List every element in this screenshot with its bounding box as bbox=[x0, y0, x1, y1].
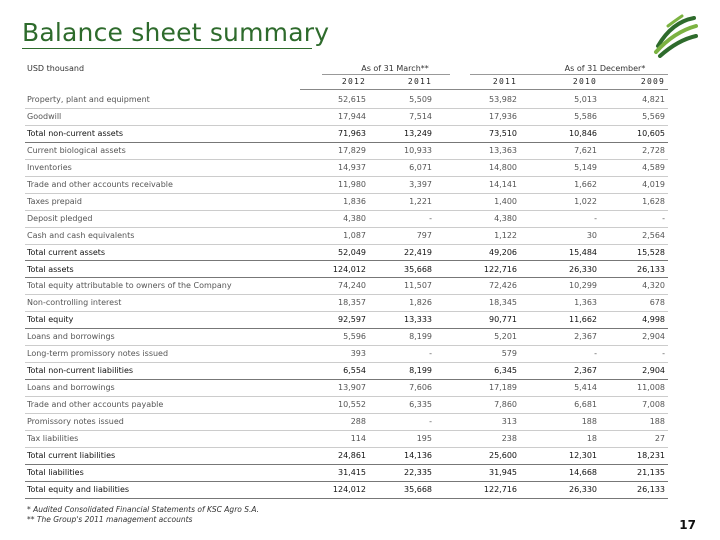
row-value: 35,668 bbox=[404, 484, 432, 494]
row-value: 3,397 bbox=[409, 179, 432, 189]
title-underline bbox=[22, 48, 312, 49]
row-value: 22,419 bbox=[404, 247, 432, 257]
table-row bbox=[25, 177, 668, 194]
row-value: 4,998 bbox=[642, 315, 665, 325]
row-value: 6,681 bbox=[574, 400, 597, 410]
row-value: 26,133 bbox=[637, 484, 665, 494]
row-value: - bbox=[662, 213, 665, 223]
row-value: 17,944 bbox=[338, 111, 366, 121]
year-header: 2012 bbox=[341, 77, 366, 86]
row-value: 18 bbox=[586, 434, 597, 443]
row-value: 6,345 bbox=[494, 366, 517, 376]
row-value: 195 bbox=[416, 434, 432, 443]
row-value: 21,135 bbox=[637, 467, 665, 477]
row-value: 2,367 bbox=[574, 332, 597, 342]
row-label: Non-controlling interest bbox=[27, 298, 122, 308]
row-value: 2,728 bbox=[642, 145, 665, 155]
row-value: 313 bbox=[501, 417, 517, 427]
row-value: 10,933 bbox=[404, 145, 432, 155]
row-value: 579 bbox=[501, 349, 517, 359]
row-value: 26,330 bbox=[569, 484, 597, 494]
row-value: 35,668 bbox=[404, 264, 432, 274]
table-row bbox=[25, 143, 668, 160]
row-value: 1,836 bbox=[343, 196, 366, 206]
group-rule-march bbox=[322, 74, 450, 75]
row-value: 797 bbox=[416, 230, 432, 240]
row-value: 5,013 bbox=[574, 95, 597, 104]
row-value: 6,071 bbox=[409, 162, 432, 172]
row-value: 73,510 bbox=[489, 128, 517, 138]
row-value: 238 bbox=[501, 434, 517, 443]
row-value: 4,589 bbox=[642, 162, 665, 172]
row-value: 15,528 bbox=[637, 247, 665, 257]
table-row bbox=[25, 397, 668, 414]
row-value: 5,414 bbox=[574, 383, 597, 393]
table-row bbox=[25, 126, 668, 143]
row-value: 14,136 bbox=[404, 450, 432, 460]
table-row bbox=[25, 482, 668, 499]
row-label: Cash and cash equivalents bbox=[27, 230, 135, 240]
row-value: 18,345 bbox=[489, 298, 517, 308]
table-row bbox=[25, 414, 668, 431]
row-value: 7,008 bbox=[642, 400, 665, 410]
row-value: 10,605 bbox=[637, 128, 665, 138]
row-value: 11,980 bbox=[338, 179, 366, 189]
row-label: Total current liabilities bbox=[27, 450, 116, 460]
row-value: 53,982 bbox=[489, 95, 517, 104]
unit-label: USD thousand bbox=[27, 64, 85, 73]
row-label: Total assets bbox=[27, 264, 74, 274]
row-value: 52,049 bbox=[338, 247, 366, 257]
row-label: Inventories bbox=[27, 162, 72, 172]
row-value: 14,800 bbox=[489, 162, 517, 172]
row-value: 92,597 bbox=[338, 315, 366, 325]
table-row bbox=[25, 262, 668, 279]
table-row bbox=[25, 211, 668, 228]
row-value: 124,012 bbox=[332, 484, 366, 494]
header-rule bbox=[300, 89, 668, 90]
row-value: 11,662 bbox=[569, 315, 597, 325]
row-value: 11,008 bbox=[637, 383, 665, 393]
row-value: 4,320 bbox=[642, 281, 665, 291]
row-value: 5,586 bbox=[574, 111, 597, 121]
row-label: Taxes prepaid bbox=[27, 196, 82, 206]
year-header: 2009 bbox=[640, 77, 665, 86]
row-value: 122,716 bbox=[483, 484, 517, 494]
row-label: Total liabilities bbox=[27, 467, 84, 477]
row-label: Loans and borrowings bbox=[27, 383, 115, 393]
row-value: 31,945 bbox=[489, 467, 517, 477]
row-label: Property, plant and equipment bbox=[27, 95, 150, 104]
row-label: Trade and other accounts payable bbox=[27, 400, 164, 410]
table-row bbox=[25, 448, 668, 465]
row-value: - bbox=[429, 213, 432, 223]
row-value: 10,299 bbox=[569, 281, 597, 291]
row-value: 17,189 bbox=[489, 383, 517, 393]
row-label: Total equity attributable to owners of the Company bbox=[27, 281, 232, 291]
row-label: Deposit pledged bbox=[27, 213, 93, 223]
row-value: - bbox=[429, 349, 432, 359]
row-value: 1,087 bbox=[343, 230, 366, 240]
table-row bbox=[25, 160, 668, 177]
company-logo-icon bbox=[652, 12, 698, 58]
table-row bbox=[25, 194, 668, 211]
row-value: 4,380 bbox=[494, 213, 517, 223]
row-label: Current biological assets bbox=[27, 145, 126, 155]
row-value: 49,206 bbox=[489, 247, 517, 257]
row-value: 8,199 bbox=[409, 366, 432, 376]
table-row bbox=[25, 363, 668, 380]
row-value: 52,615 bbox=[338, 95, 366, 104]
row-label: Total non-current assets bbox=[27, 128, 124, 138]
row-value: 74,240 bbox=[338, 281, 366, 291]
row-value: 15,484 bbox=[569, 247, 597, 257]
table-row bbox=[25, 380, 668, 397]
row-value: 288 bbox=[350, 417, 366, 427]
row-value: 1,221 bbox=[409, 196, 432, 206]
row-value: 71,963 bbox=[338, 128, 366, 138]
row-label: Total current assets bbox=[27, 247, 106, 257]
table-row bbox=[25, 346, 668, 363]
row-value: 7,860 bbox=[494, 400, 517, 410]
row-value: 14,668 bbox=[569, 467, 597, 477]
table-row bbox=[25, 431, 668, 448]
row-label: Loans and borrowings bbox=[27, 332, 115, 342]
row-label: Goodwill bbox=[27, 111, 62, 121]
row-value: - bbox=[429, 417, 432, 427]
row-value: 8,199 bbox=[409, 332, 432, 342]
row-value: 6,335 bbox=[409, 400, 432, 410]
row-value: 17,829 bbox=[338, 145, 366, 155]
row-value: 18,231 bbox=[637, 450, 665, 460]
row-value: 678 bbox=[649, 298, 665, 308]
row-value: 26,133 bbox=[637, 264, 665, 274]
row-value: 10,846 bbox=[569, 128, 597, 138]
row-value: 72,426 bbox=[489, 281, 517, 291]
row-label: Trade and other accounts receivable bbox=[27, 179, 173, 189]
row-value: 188 bbox=[649, 417, 665, 427]
year-header: 2011 bbox=[492, 77, 517, 86]
row-value: 2,904 bbox=[642, 366, 665, 376]
row-value: 13,363 bbox=[489, 145, 517, 155]
row-value: 13,249 bbox=[404, 128, 432, 138]
row-value: 114 bbox=[350, 434, 366, 443]
group-rule-december bbox=[470, 74, 668, 75]
row-value: 122,716 bbox=[483, 264, 517, 274]
row-value: 6,554 bbox=[343, 366, 366, 376]
year-header: 2010 bbox=[572, 77, 597, 86]
row-label: Long-term promissory notes issued bbox=[27, 349, 169, 359]
row-value: 1,022 bbox=[574, 196, 597, 206]
row-value: 13,907 bbox=[338, 383, 366, 393]
table-row bbox=[25, 245, 668, 262]
table-row bbox=[25, 278, 668, 295]
row-value: 7,606 bbox=[409, 383, 432, 393]
footnote-management: ** The Group's 2011 management accounts bbox=[27, 515, 193, 524]
row-value: 5,596 bbox=[343, 332, 366, 342]
row-label: Total equity and liabilities bbox=[27, 484, 130, 494]
row-value: 124,012 bbox=[332, 264, 366, 274]
row-value: 18,357 bbox=[338, 298, 366, 308]
row-value: 2,564 bbox=[642, 230, 665, 240]
row-value: - bbox=[594, 349, 597, 359]
footnote-audited: * Audited Consolidated Financial Statements of KSC Agro S.A. bbox=[27, 505, 260, 514]
row-label: Total equity bbox=[27, 315, 74, 325]
row-value: - bbox=[662, 349, 665, 359]
row-value: 1,826 bbox=[409, 298, 432, 308]
group-header-march: As of 31 March** bbox=[361, 64, 429, 73]
row-value: 188 bbox=[581, 417, 597, 427]
row-value: 31,415 bbox=[338, 467, 366, 477]
row-value: 5,509 bbox=[409, 95, 432, 104]
row-divider bbox=[25, 498, 668, 499]
row-value: 1,662 bbox=[574, 179, 597, 189]
row-value: 27 bbox=[654, 434, 665, 443]
page-title: Balance sheet summary bbox=[22, 18, 330, 47]
row-value: 2,904 bbox=[642, 332, 665, 342]
row-value: 14,937 bbox=[338, 162, 366, 172]
row-value: 5,149 bbox=[574, 162, 597, 172]
row-value: 393 bbox=[350, 349, 366, 359]
row-value: 17,936 bbox=[489, 111, 517, 121]
table-row bbox=[25, 228, 668, 245]
row-value: 26,330 bbox=[569, 264, 597, 274]
row-value: 90,771 bbox=[489, 315, 517, 325]
row-value: 1,628 bbox=[642, 196, 665, 206]
row-label: Total non-current liabilities bbox=[27, 366, 134, 376]
row-label: Promissory notes issued bbox=[27, 417, 124, 427]
row-value: 7,621 bbox=[574, 145, 597, 155]
row-label: Tax liabilities bbox=[27, 434, 79, 443]
row-value: 11,507 bbox=[404, 281, 432, 291]
row-value: 25,600 bbox=[489, 450, 517, 460]
row-value: 4,019 bbox=[642, 179, 665, 189]
row-value: 4,380 bbox=[343, 213, 366, 223]
table-row bbox=[25, 109, 668, 126]
table-row bbox=[25, 465, 668, 482]
row-value: - bbox=[594, 213, 597, 223]
table-row bbox=[25, 295, 668, 312]
page-number: 17 bbox=[679, 518, 696, 532]
row-value: 30 bbox=[586, 230, 597, 240]
row-value: 10,552 bbox=[338, 400, 366, 410]
row-value: 22,335 bbox=[404, 467, 432, 477]
row-value: 12,301 bbox=[569, 450, 597, 460]
row-value: 7,514 bbox=[409, 111, 432, 121]
row-value: 5,569 bbox=[642, 111, 665, 121]
row-value: 14,141 bbox=[489, 179, 517, 189]
row-value: 2,367 bbox=[574, 366, 597, 376]
table-row bbox=[25, 312, 668, 329]
row-value: 4,821 bbox=[642, 95, 665, 104]
row-value: 5,201 bbox=[494, 332, 517, 342]
row-value: 1,400 bbox=[494, 196, 517, 206]
row-value: 13,333 bbox=[404, 315, 432, 325]
row-value: 1,363 bbox=[574, 298, 597, 308]
table-row bbox=[25, 329, 668, 346]
row-value: 1,122 bbox=[494, 230, 517, 240]
table-row bbox=[25, 92, 668, 109]
year-header: 2011 bbox=[407, 77, 432, 86]
group-header-december: As of 31 December* bbox=[564, 64, 646, 73]
row-value: 24,861 bbox=[338, 450, 366, 460]
